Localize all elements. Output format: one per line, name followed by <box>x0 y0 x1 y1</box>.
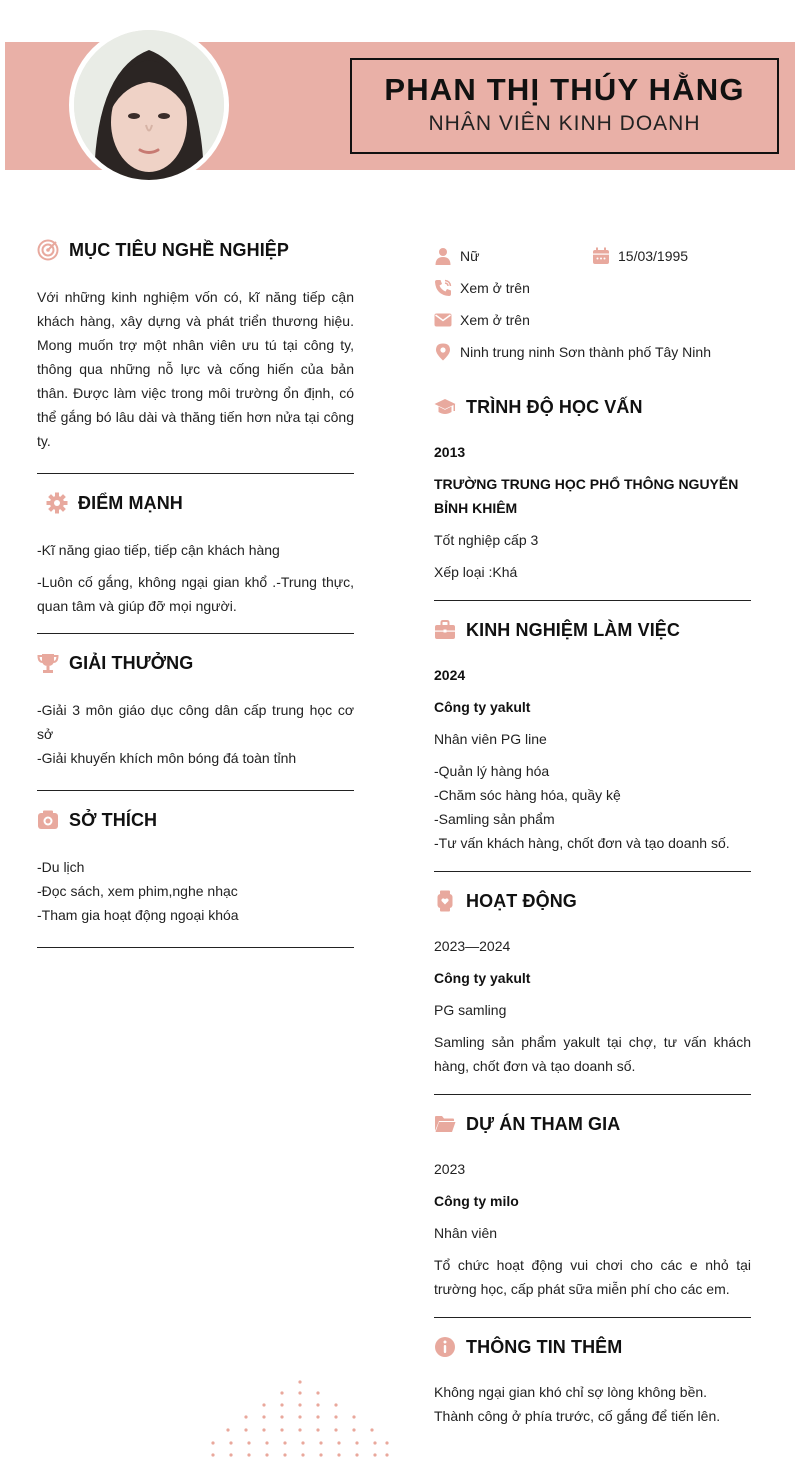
extra-heading <box>434 1332 751 1362</box>
location-pin-icon <box>434 343 452 361</box>
target-icon <box>37 239 59 261</box>
contact-row <box>434 240 751 272</box>
trophy-icon <box>37 652 59 674</box>
divider <box>434 600 751 601</box>
email-value: Xem ở trên <box>460 312 530 328</box>
awards-heading <box>37 648 354 678</box>
mail-icon <box>434 311 452 329</box>
divider <box>37 790 354 791</box>
hobbies-heading <box>37 805 354 835</box>
activities-description: Samling sản phẩm yakult tại chợ, tư vấn khách hàng, chốt đơn và tạo doanh số. <box>434 1034 751 1074</box>
candidate-role: NHÂN VIÊN KINH DOANH <box>428 112 701 135</box>
divider <box>434 1317 751 1318</box>
duty-item: -Chăm sóc hàng hóa, quầy kệ <box>434 787 621 803</box>
awards-text: -Giải 3 môn giáo dục công dân cấp trung học cơ sở -Giải khuyến khích môn bóng đá toàn tỉnh <box>37 702 354 766</box>
birthday-field <box>592 247 750 265</box>
name-box <box>350 58 779 154</box>
education-year: 2013 <box>434 444 466 460</box>
education-heading <box>434 392 751 422</box>
projects-heading <box>434 1109 751 1139</box>
phone-icon <box>434 279 452 297</box>
activities-position: PG samling <box>434 1002 507 1018</box>
hobby-item: -Du lịch <box>37 859 85 875</box>
right-column <box>434 240 751 1428</box>
experience-position: Nhân viên PG line <box>434 731 547 747</box>
graduation-cap-icon <box>434 396 456 418</box>
hobbies-list <box>37 855 354 927</box>
calendar-icon <box>592 247 610 265</box>
extra-line: Thành công ở phía trước, cố gắng để tiến lên. <box>434 1408 721 1424</box>
gender-value: Nữ <box>460 248 480 264</box>
person-icon <box>434 247 452 265</box>
divider <box>37 473 354 474</box>
projects-position: Nhân viên <box>434 1225 498 1241</box>
projects-year: 2023 <box>434 1161 466 1177</box>
projects-title: DỰ ÁN THAM GIA <box>466 1113 621 1134</box>
projects-description: Tổ chức hoạt động vui chơi cho các e nhỏ tại trường học, cấp phát sữa miễn phí cho các em. <box>434 1257 751 1297</box>
divider <box>434 1094 751 1095</box>
left-column <box>37 235 354 948</box>
education-degree: Tốt nghiệp cấp 3 <box>434 532 539 548</box>
divider <box>37 947 354 948</box>
watch-icon <box>434 890 456 912</box>
activities-company: Công ty yakult <box>434 970 531 986</box>
divider <box>434 871 751 872</box>
strength-item: -Luôn cố gắng, không ngại gian khổ .-Trung thực, quan tâm và giúp đỡ mọi người. <box>37 574 354 614</box>
activities-title: HOẠT ĐỘNG <box>466 890 577 911</box>
candidate-name: PHAN THỊ THÚY HẰNG <box>384 72 745 107</box>
activities-period: 2023—2024 <box>434 938 511 954</box>
experience-duties <box>434 759 751 855</box>
duty-item: -Quản lý hàng hóa <box>434 763 550 779</box>
activities-heading <box>434 886 751 916</box>
experience-title: KINH NGHIỆM LÀM VIỆC <box>466 619 681 640</box>
education-title: TRÌNH ĐỘ HỌC VẤN <box>466 396 643 417</box>
hobbies-title: SỞ THÍCH <box>69 809 158 830</box>
address-value: Ninh trung ninh Sơn thành phố Tây Ninh <box>460 344 711 360</box>
briefcase-icon <box>434 619 456 641</box>
gender-field <box>434 247 592 265</box>
divider <box>37 633 354 634</box>
hobby-item: -Đọc sách, xem phim,nghe nhạc <box>37 883 238 899</box>
strengths-title: ĐIỂM MẠNH <box>78 492 183 513</box>
experience-company: Công ty yakult <box>434 699 531 715</box>
strengths-heading <box>37 488 354 518</box>
projects-company: Công ty milo <box>434 1193 519 1209</box>
extra-lines <box>434 1380 751 1428</box>
birthday-value: 15/03/1995 <box>618 248 689 264</box>
objective-text: Với những kinh nghiệm vốn có, kĩ năng tiếp cận khách hàng, xây dựng và phát triển thương hiệu. Mong muốn trợ một nhân viên ưu tú tại công ty, thông qua những nỗ lực và cống hiến của bản thân. Được làm việc trong môi trường ổn định, có thể gắng bó lâu dài và thăng tiến hơn nửa tại công ty. <box>37 289 354 449</box>
phone-row <box>434 272 751 304</box>
phone-value: Xem ở trên <box>460 280 530 296</box>
school-name: TRƯỜNG TRUNG HỌC PHỔ THÔNG NGUYỄN BỈNH KHIÊM <box>434 476 739 516</box>
strength-item: -Kĩ năng giao tiếp, tiếp cận khách hàng <box>37 542 280 558</box>
objective-title: MỤC TIÊU NGHỀ NGHIỆP <box>69 239 290 260</box>
profile-photo <box>69 25 229 185</box>
hobby-item: -Tham gia hoạt động ngoại khóa <box>37 907 239 923</box>
address-row <box>434 336 751 368</box>
extra-line: Không ngại gian khó chỉ sợ lòng không bền. <box>434 1384 708 1400</box>
email-row <box>434 304 751 336</box>
decorative-dot-pattern <box>205 1378 395 1461</box>
camera-icon <box>37 809 59 831</box>
duty-item: -Tư vấn khách hàng, chốt đơn và tạo doanh số. <box>434 835 730 851</box>
experience-heading <box>434 615 751 645</box>
folder-icon <box>434 1113 456 1135</box>
extra-title: THÔNG TIN THÊM <box>466 1336 623 1357</box>
objective-heading <box>37 235 354 265</box>
experience-year: 2024 <box>434 667 466 683</box>
gear-icon <box>46 492 68 514</box>
info-icon <box>434 1336 456 1358</box>
education-grade: Xếp loại :Khá <box>434 564 518 580</box>
duty-item: -Samling sản phẩm <box>434 811 555 827</box>
awards-title: GIẢI THƯỞNG <box>69 652 194 673</box>
